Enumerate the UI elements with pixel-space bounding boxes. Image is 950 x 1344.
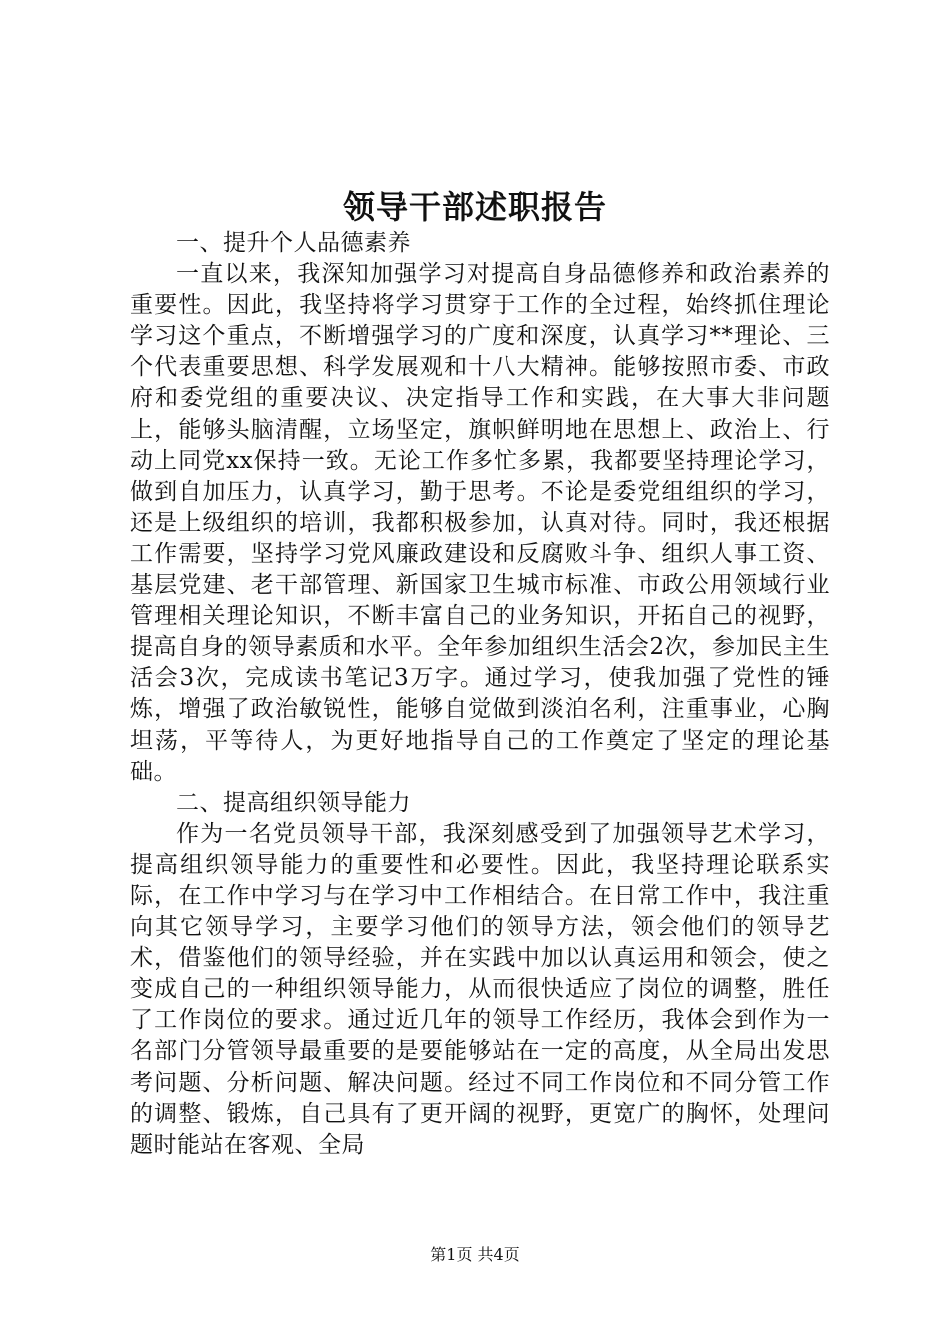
- document-title: 领导干部述职报告: [342, 188, 607, 226]
- page-footer: 第1页 共4页: [430, 1245, 520, 1264]
- section-heading-1: 一、提升个人品德素养: [176, 230, 411, 256]
- section-paragraph-2: 作为一名党员领导干部，我深刻感受到了加强领导艺术学习，提高组织领导能力的重要性和必要性。因此，我坚持理论联系实际，在工作中学习与在学习中工作相结合。在日常工作中，我注重向其它领导学习，主要学习他们的领导方法，领会他们的领导艺术，借鉴他们的领导经验，并在实践中加以认真运用和领会，使之变成自己的一种组织领导能力，从而很快适应了岗位的调整，胜任了工作岗位的要求。通过近几年的领导工作经历，我体会到作为一名部门分管领导最重要的是要能够站在一定的高度，从全局出发思考问题、分析问题、解决问题。经过不同工作岗位和不同分管工作的调整、锻炼，自己具有了更开阔的视野，更宽广的胸怀，处理问题时能站在客观、全局: [130, 820, 830, 1158]
- section-heading-2: 二、提高组织领导能力: [176, 789, 411, 816]
- document-body: [130, 228, 830, 1161]
- section-paragraph-1: 一直以来，我深知加强学习对提高自身品德修养和政治素养的重要性。因此，我坚持将学习贯穿于工作的全过程，始终抓住理论学习这个重点，不断增强学习的广度和深度，认真学习**理论、三个代表重要思想、科学发展观和十八大精神。能够按照市委、市政府和委党组的重要决议、决定指导工作和实践，在大事大非问题上，能够头脑清醒，立场坚定，旗帜鲜明地在思想上、政治上、行动上同党xx保持一致。无论工作多忙多累，我都要坚持理论学习，做到自加压力，认真学习，勤于思考。不论是委党组组织的学习，还是上级组织的培训，我都积极参加，认真对待。同时，我还根据工作需要，坚持学习党风廉政建设和反腐败斗争、组织人事工资、基层党建、老干部管理、新国家卫生城市标准、市政公用领域行业管理相关理论知识，不断丰富自己的业务知识，开拓自己的视野，提高自身的领导素质和水平。全年参加组织生活会2次，参加民主生活会3次，完成读书笔记3万字。通过学习，使我加强了党性的锤炼，增强了政治敏锐性，能够自觉做到淡泊名利，注重事业，心胸坦荡，平等待人，为更好地指导自己的工作奠定了坚定的理论基础。: [130, 261, 830, 785]
